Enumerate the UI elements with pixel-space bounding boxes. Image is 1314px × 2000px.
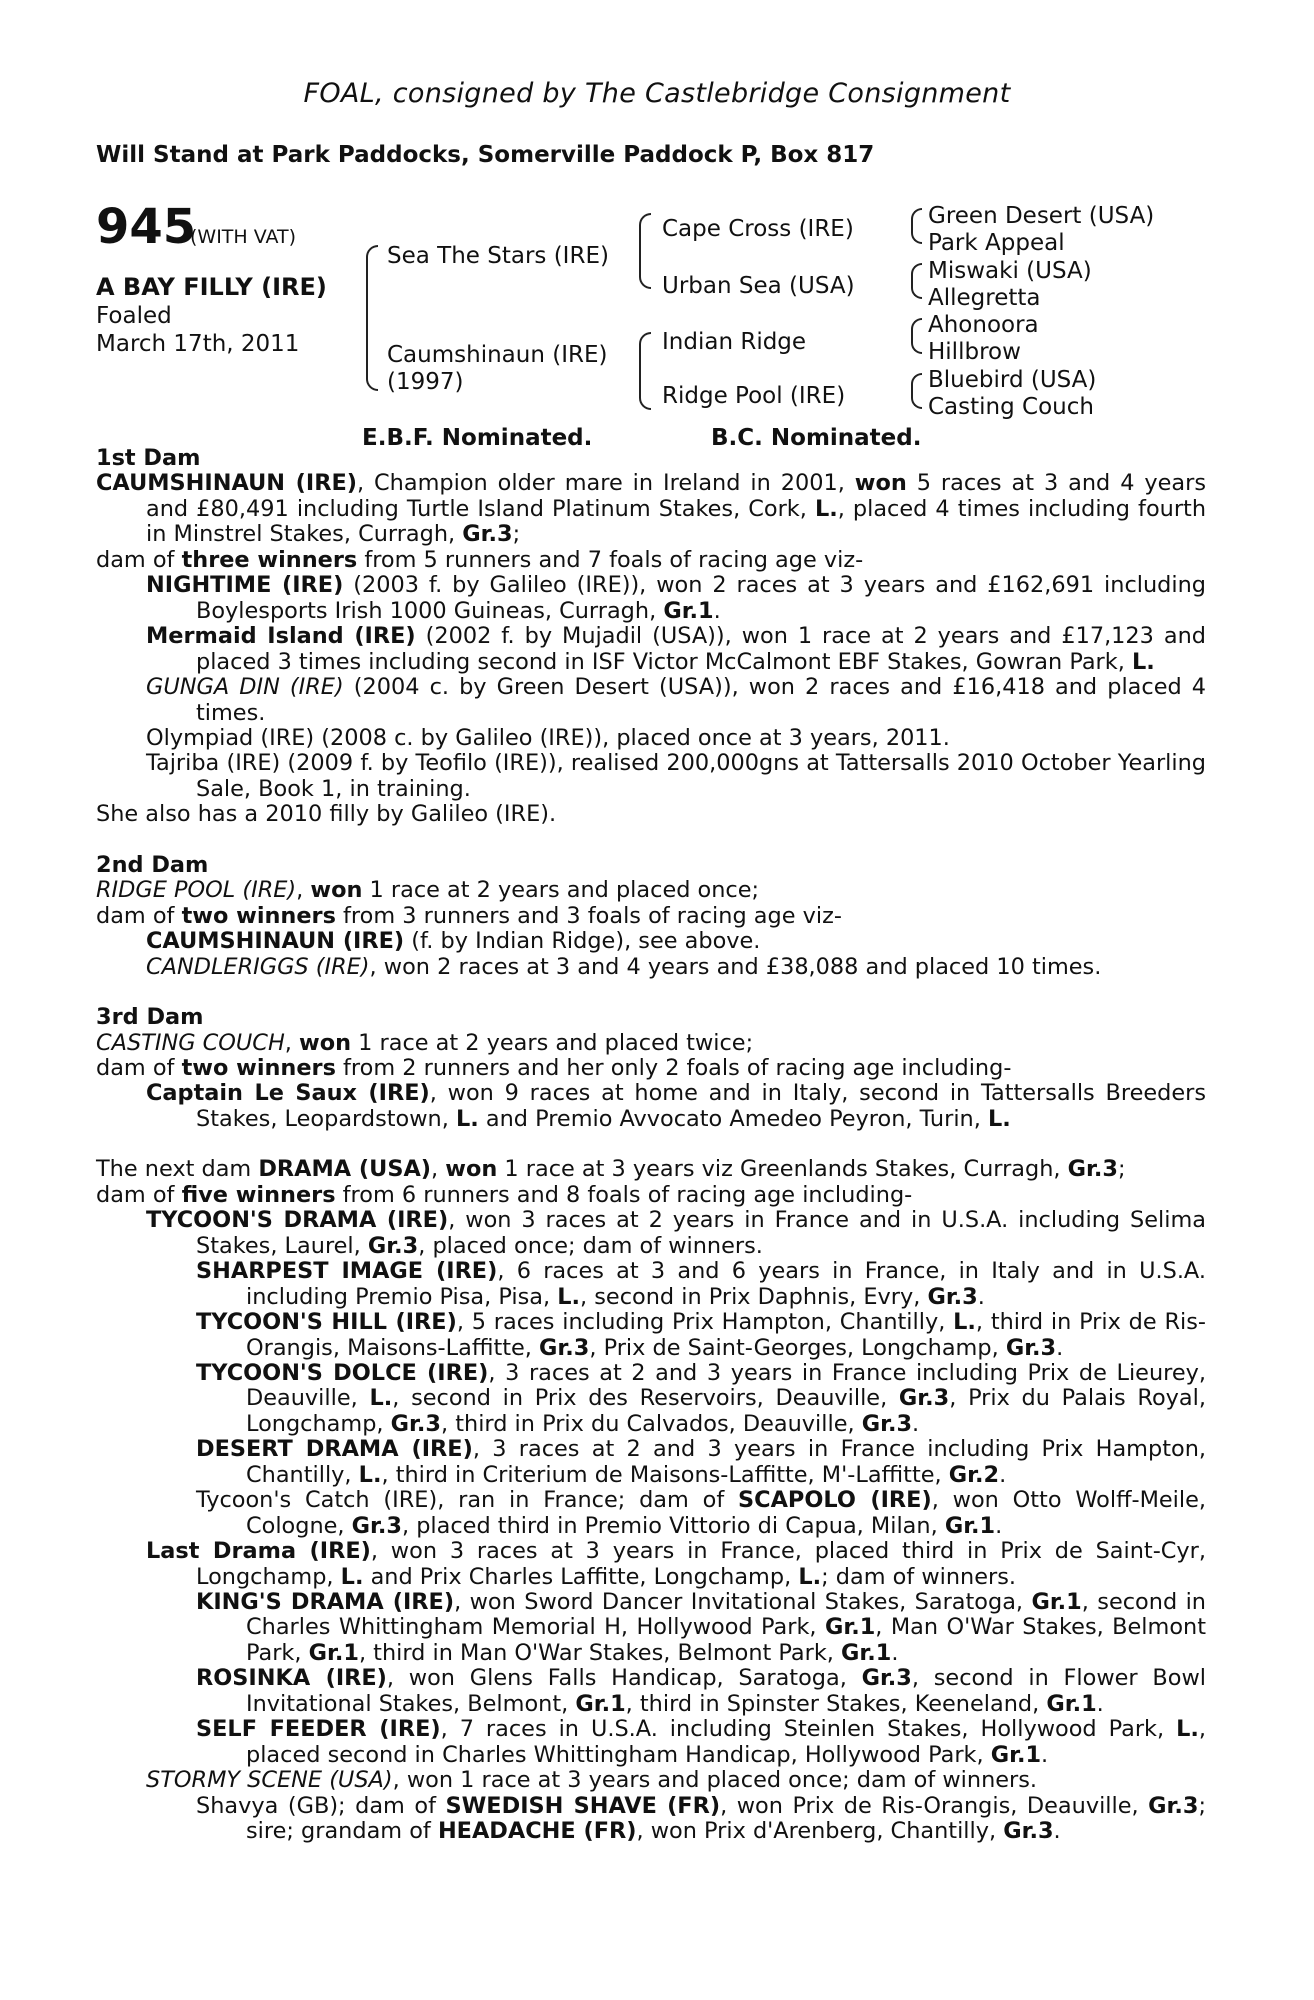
produce-entry: CANDLERIGGS (IRE), won 2 races at 3 and 4 years and £38,088 and placed 10 times. <box>146 953 1102 980</box>
produce-entry: SELF FEEDER (IRE), 7 races in U.S.A. including Steinlen Stakes, Hollywood Park, L., placed second in Charles Whittingham Handicap, Hollywood Park, Gr.1. <box>196 1716 1206 1768</box>
ancestor-name: Green Desert (USA) <box>928 203 1155 229</box>
horse-name: KING'S DRAMA (IRE) <box>196 1589 455 1616</box>
horse-name: Mermaid Island (IRE) <box>146 623 416 650</box>
horse-name: CAUMSHINAUN (IRE) <box>96 470 357 497</box>
pedigree-brace <box>639 332 651 410</box>
produce-entry: Captain Le Saux (IRE), won 9 races at home and in Italy, second in Tattersalls Breeders Stakes, Leopardstown, L. and Premio Avvocato Amedeo Peyron, Turin, L. <box>146 1080 1206 1132</box>
horse-name: DESERT DRAMA (IRE) <box>196 1436 473 1463</box>
ancestor-name: Miswaki (USA) <box>928 258 1092 284</box>
dam-entry: CASTING COUCH, won 1 race at 2 years and placed twice; <box>96 1029 754 1056</box>
horse-name: SHARPEST IMAGE (IRE) <box>196 1258 498 1285</box>
horse-name: ROSINKA (IRE) <box>196 1665 387 1692</box>
horse-name: RIDGE POOL (IRE) <box>96 877 297 904</box>
pedigree-brace <box>911 373 922 409</box>
dam-entry: RIDGE POOL (IRE), won 1 race at 2 years and placed once; <box>96 877 760 904</box>
foaled-label: Foaled <box>96 303 172 329</box>
pedigree-brace <box>911 318 922 354</box>
sire-dam-name: Urban Sea (USA) <box>662 273 855 299</box>
horse-name: SELF FEEDER (IRE) <box>196 1716 441 1743</box>
dam-sire-name: Indian Ridge <box>662 329 807 355</box>
pedigree-brace <box>911 263 922 299</box>
produce-entry: DESERT DRAMA (IRE), 3 races at 2 and 3 years in France including Prix Hampton, Chantilly, L., third in Criterium de Maisons-Laffitte, M'-Laffitte, Gr.2. <box>196 1436 1206 1488</box>
dam-name: Caumshinaun (IRE) <box>387 342 608 368</box>
stand-location: Will Stand at Park Paddocks, Somerville Paddock P, Box 817 <box>96 142 875 168</box>
horse-name: CANDLERIGGS (IRE) <box>146 953 370 980</box>
ancestor-name: Hillbrow <box>928 339 1021 365</box>
ancestor-name: Park Appeal <box>928 230 1065 256</box>
horse-name: TYCOON'S HILL (IRE) <box>196 1309 457 1336</box>
horse-name: TYCOON'S DOLCE (IRE) <box>196 1359 489 1386</box>
produce-entry: KING'S DRAMA (IRE), won Sword Dancer Invitational Stakes, Saratoga, Gr.1, second in Charles Whittingham Memorial H, Hollywood Park, Gr.1, Man O'War Stakes, Belmont Park, Gr.1, third in Man O'War Stakes, Belmont Park, Gr.1. <box>196 1589 1206 1666</box>
section-heading: 3rd Dam <box>96 1004 204 1031</box>
produce-entry: GUNGA DIN (IRE) (2004 c. by Green Desert (USA)), won 2 races and £16,418 and placed 4 times. <box>146 674 1207 726</box>
produce-summary: dam of five winners from 6 runners and 8 foals of racing age including- <box>96 1181 913 1208</box>
produce-summary: dam of two winners from 3 runners and 3 foals of racing age viz- <box>96 902 842 929</box>
ancestor-name: Bluebird (USA) <box>928 367 1097 393</box>
dam-entry: The next dam DRAMA (USA), won 1 race at 3 years viz Greenlands Stakes, Curragh, Gr.3; <box>96 1156 1126 1183</box>
horse-name: Captain Le Saux (IRE) <box>146 1080 430 1107</box>
produce-summary: dam of three winners from 5 runners and 7 foals of racing age viz- <box>96 546 864 573</box>
horse-name: SWEDISH SHAVE (FR) <box>445 1792 721 1819</box>
pedigree-brace <box>366 245 378 391</box>
ancestor-name: Allegretta <box>928 285 1041 311</box>
produce-entry: STORMY SCENE (USA), won 1 race at 3 years and placed once; dam of winners. <box>146 1767 1038 1794</box>
horse-name: SCAPOLO (IRE) <box>738 1487 932 1514</box>
section-heading: 2nd Dam <box>96 851 209 878</box>
horse-name: GUNGA DIN (IRE) <box>146 674 344 701</box>
dam-year: (1997) <box>387 369 464 395</box>
produce-entry: Tycoon's Catch (IRE), ran in France; dam of SCAPOLO (IRE), won Otto Wolff-Meile, Cologne, Gr.3, placed third in Premio Vittorio di Capua, Milan, Gr.1. <box>196 1487 1207 1539</box>
foaled-info <box>96 302 299 358</box>
horse-name: Last Drama (IRE) <box>146 1538 371 1565</box>
produce-entry: TYCOON'S DRAMA (IRE), won 3 races at 2 years in France and in U.S.A. including Selima Stakes, Laurel, Gr.3, placed once; dam of winners. <box>146 1207 1207 1259</box>
dam-history <box>96 446 1206 1845</box>
horse-name: NIGHTIME (IRE) <box>146 572 344 599</box>
sire-sire-name: Cape Cross (IRE) <box>662 216 854 242</box>
pedigree-table <box>0 0 1314 450</box>
horse-name: A BAY FILLY (IRE) <box>96 273 327 301</box>
bc-nomination: B.C. Nominated. <box>711 425 922 451</box>
produce-entry: TYCOON'S DOLCE (IRE), 3 races at 2 and 3 years in France including Prix de Lieurey, Deauville, L., second in Prix des Reservoirs, Deauville, Gr.3, Prix du Palais Royal, Longchamp, Gr.3, third in Prix du Calvados, Deauville, Gr.3. <box>196 1359 1206 1437</box>
produce-entry: Olympiad (IRE) (2008 c. by Galileo (IRE)), placed once at 3 years, 2011. <box>146 724 950 751</box>
pedigree-brace <box>911 208 922 244</box>
produce-note: She also has a 2010 filly by Galileo (IRE). <box>96 801 557 828</box>
horse-name: CAUMSHINAUN (IRE) <box>146 928 405 955</box>
foaled-date: March 17th, 2011 <box>96 331 300 357</box>
produce-entry: CAUMSHINAUN (IRE) (f. by Indian Ridge), see above. <box>146 928 761 955</box>
ebf-nomination: E.B.F. Nominated. <box>362 425 593 451</box>
horse-name: STORMY SCENE (USA) <box>146 1767 393 1794</box>
produce-entry: Last Drama (IRE), won 3 races at 3 years in France, placed third in Prix de Saint-Cyr, Longchamp, L. and Prix Charles Laffitte, Longchamp, L.; dam of winners. <box>146 1538 1206 1590</box>
produce-entry: SHARPEST IMAGE (IRE), 6 races at 3 and 6 years in France, in Italy and in U.S.A. including Premio Pisa, Pisa, L., second in Prix Daphnis, Evry, Gr.3. <box>196 1258 1206 1310</box>
horse-name: CASTING COUCH <box>96 1029 285 1056</box>
lot-number: 945 <box>96 199 197 255</box>
produce-entry: Tajriba (IRE) (2009 f. by Teofilo (IRE)), realised 200,000gns at Tattersalls 2010 October Yearling Sale, Book 1, in training. <box>146 750 1206 802</box>
ancestor-name: Casting Couch <box>928 394 1094 420</box>
produce-entry: TYCOON'S HILL (IRE), 5 races including Prix Hampton, Chantilly, L., third in Prix de Ris-Orangis, Maisons-Laffitte, Gr.3, Prix de Saint-Georges, Longchamp, Gr.3. <box>196 1309 1206 1361</box>
horse-name: TYCOON'S DRAMA (IRE) <box>146 1207 449 1234</box>
pedigree-brace <box>639 213 651 289</box>
produce-entry: Shavya (GB); dam of SWEDISH SHAVE (FR), won Prix de Ris-Orangis, Deauville, Gr.3; sire; grandam of HEADACHE (FR), won Prix d'Arenberg, Chantilly, Gr.3. <box>196 1792 1207 1845</box>
produce-entry: ROSINKA (IRE), won Glens Falls Handicap, Saratoga, Gr.3, second in Flower Bowl Invitational Stakes, Belmont, Gr.1, third in Spinster Stakes, Keeneland, Gr.1. <box>196 1665 1206 1717</box>
section-heading: 1st Dam <box>96 445 201 471</box>
dam-dam-name: Ridge Pool (IRE) <box>662 383 846 409</box>
produce-summary: dam of two winners from 2 runners and her only 2 foals of racing age including- <box>96 1054 1012 1081</box>
sire-name: Sea The Stars (IRE) <box>387 243 609 269</box>
dam-entry: CAUMSHINAUN (IRE), Champion older mare in Ireland in 2001, won 5 races at 3 and 4 years and £80,491 including Turtle Island Platinum Stakes, Cork, L., placed 4 times including fourth in Minstrel Stakes, Curragh, Gr.3; <box>96 470 1207 548</box>
produce-entry: NIGHTIME (IRE) (2003 f. by Galileo (IRE)), won 2 races at 3 years and £162,691 including Boylesports Irish 1000 Guineas, Curragh, Gr.1. <box>146 572 1206 624</box>
ancestor-name: Ahonoora <box>928 312 1039 338</box>
vat-note: (WITH VAT) <box>190 226 297 248</box>
horse-name: DRAMA (USA) <box>258 1156 432 1183</box>
produce-entry: Mermaid Island (IRE) (2002 f. by Mujadil (USA)), won 1 race at 2 years and £17,123 and placed 3 times including second in ISF Victor McCalmont EBF Stakes, Gowran Park, L. <box>146 623 1206 675</box>
consignment-line: FOAL, consigned by The Castlebridge Consignment <box>303 78 1011 109</box>
